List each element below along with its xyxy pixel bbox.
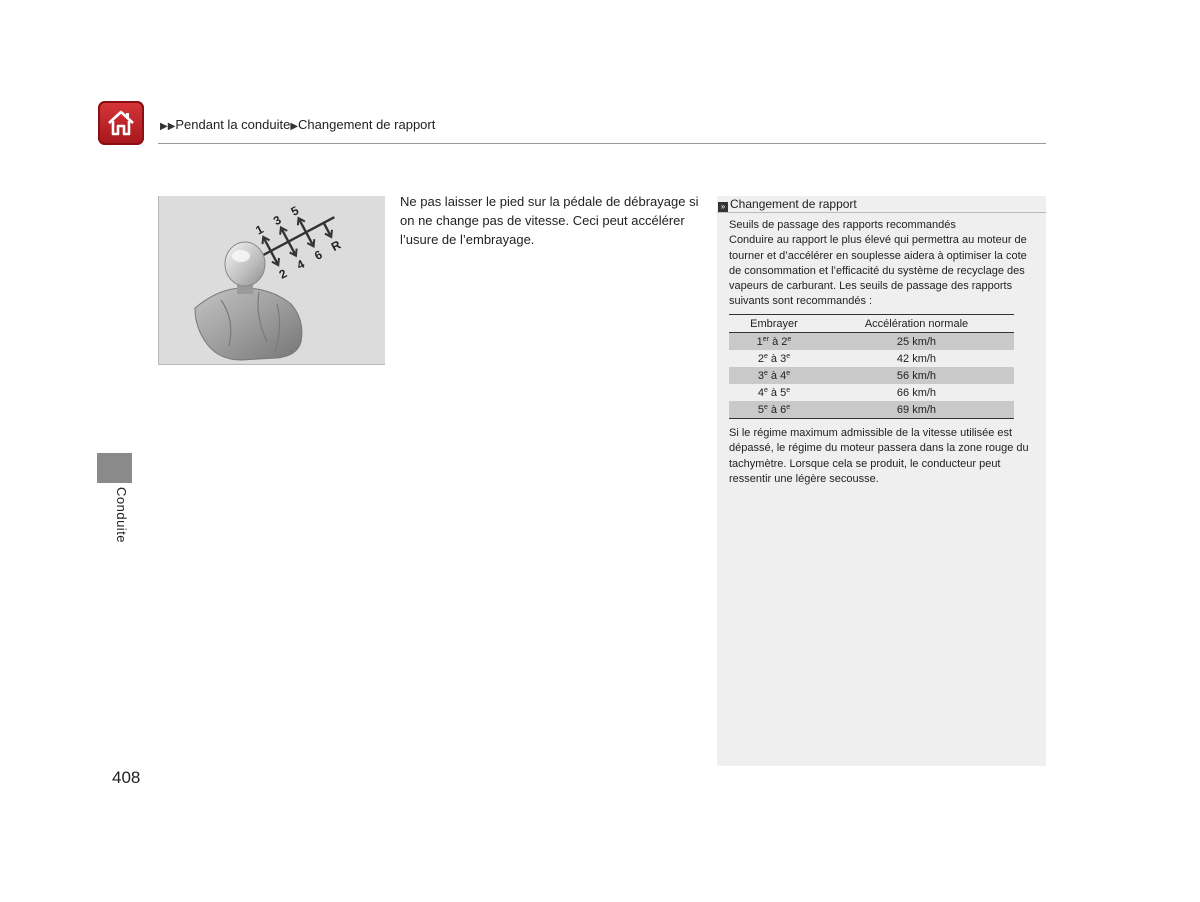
breadcrumb-arrow-icon: ▶▶ — [160, 121, 176, 132]
table-cell-speed: 42 km/h — [896, 352, 937, 365]
table-header-row — [729, 315, 1014, 333]
header-divider — [158, 143, 1046, 144]
main-paragraph: Ne pas laisser le pied sur la pédale de débrayage si on ne change pas de vitesse. Ceci peut accélérer l’usure de l’embrayage. — [400, 194, 699, 247]
sidebar-subtitle: Seuils de passage des rapports recommandés — [729, 219, 956, 231]
chapter-tab[interactable] — [97, 453, 132, 483]
table-row — [729, 384, 1014, 401]
table-cell-speed: 66 km/h — [896, 386, 937, 399]
table-row — [729, 333, 1014, 351]
shift-label: 3 — [270, 212, 284, 229]
table-cell-gear: 4e à 5e — [757, 386, 791, 399]
breadcrumb-arrow-icon: ▶ — [290, 121, 299, 132]
table-cell-gear: 5e à 6e — [729, 401, 819, 419]
sidebar-intro: Conduire au rapport le plus élevé qui permettra au moteur de tourner et d’accélérer en souplesse aidera à optimiser la cote de consommation et l’efficacité du système de recyclage des vapeurs de carburant. Les seuils de passage des rapports suivants sont recommandés : — [729, 234, 1027, 308]
breadcrumb-item-changement-de-rapport[interactable]: Changement de rapport — [298, 117, 436, 132]
shift-label: 2 — [276, 266, 290, 282]
table-cell-speed: 56 km/h — [819, 367, 1014, 384]
table-cell-gear: 2e à 3e — [757, 352, 791, 365]
table-header-acceleration: Accélération normale — [819, 315, 1014, 333]
shift-label: 5 — [288, 203, 302, 219]
shift-boot — [195, 288, 302, 360]
table-cell-speed: 25 km/h — [819, 333, 1014, 351]
chapter-tab-label: Conduite — [114, 487, 129, 544]
sidebar-body — [729, 218, 1034, 310]
shift-label: R — [328, 237, 344, 255]
table-row — [729, 350, 1014, 367]
shift-label: 1 — [253, 222, 266, 238]
gear-shift-illustration — [158, 196, 385, 365]
table-row — [729, 401, 1014, 419]
page-number: 408 — [112, 768, 141, 787]
shift-points-table — [729, 314, 1014, 419]
table-cell-gear: 3e à 4e — [729, 367, 819, 384]
table-cell-gear: 1er à 2e — [729, 333, 819, 351]
sidebar-heading — [717, 196, 1046, 213]
breadcrumb — [160, 117, 435, 132]
double-chevron-icon: » — [718, 202, 728, 212]
shift-label: 4 — [294, 256, 307, 273]
breadcrumb-item-pendant-la-conduite[interactable]: Pendant la conduite — [175, 117, 291, 132]
sidebar-heading-text: Changement de rapport — [730, 197, 857, 211]
sidebar-panel — [717, 196, 1046, 766]
table-cell-speed: 69 km/h — [819, 401, 1014, 419]
gear-shift-drawing — [159, 196, 385, 364]
home-icon — [105, 107, 137, 139]
table-row — [729, 367, 1014, 384]
table-header-embrayer: Embrayer — [729, 315, 819, 333]
home-button[interactable] — [98, 101, 144, 145]
sidebar-note: Si le régime maximum admissible de la vitesse utilisée est dépassé, le régime du moteur passera dans la zone rouge du tachymètre. Lorsque cela se produit, le conducteur peut ressentir une légère secousse. — [729, 427, 1029, 485]
shift-label: 6 — [312, 247, 325, 263]
shift-knob — [225, 242, 265, 286]
